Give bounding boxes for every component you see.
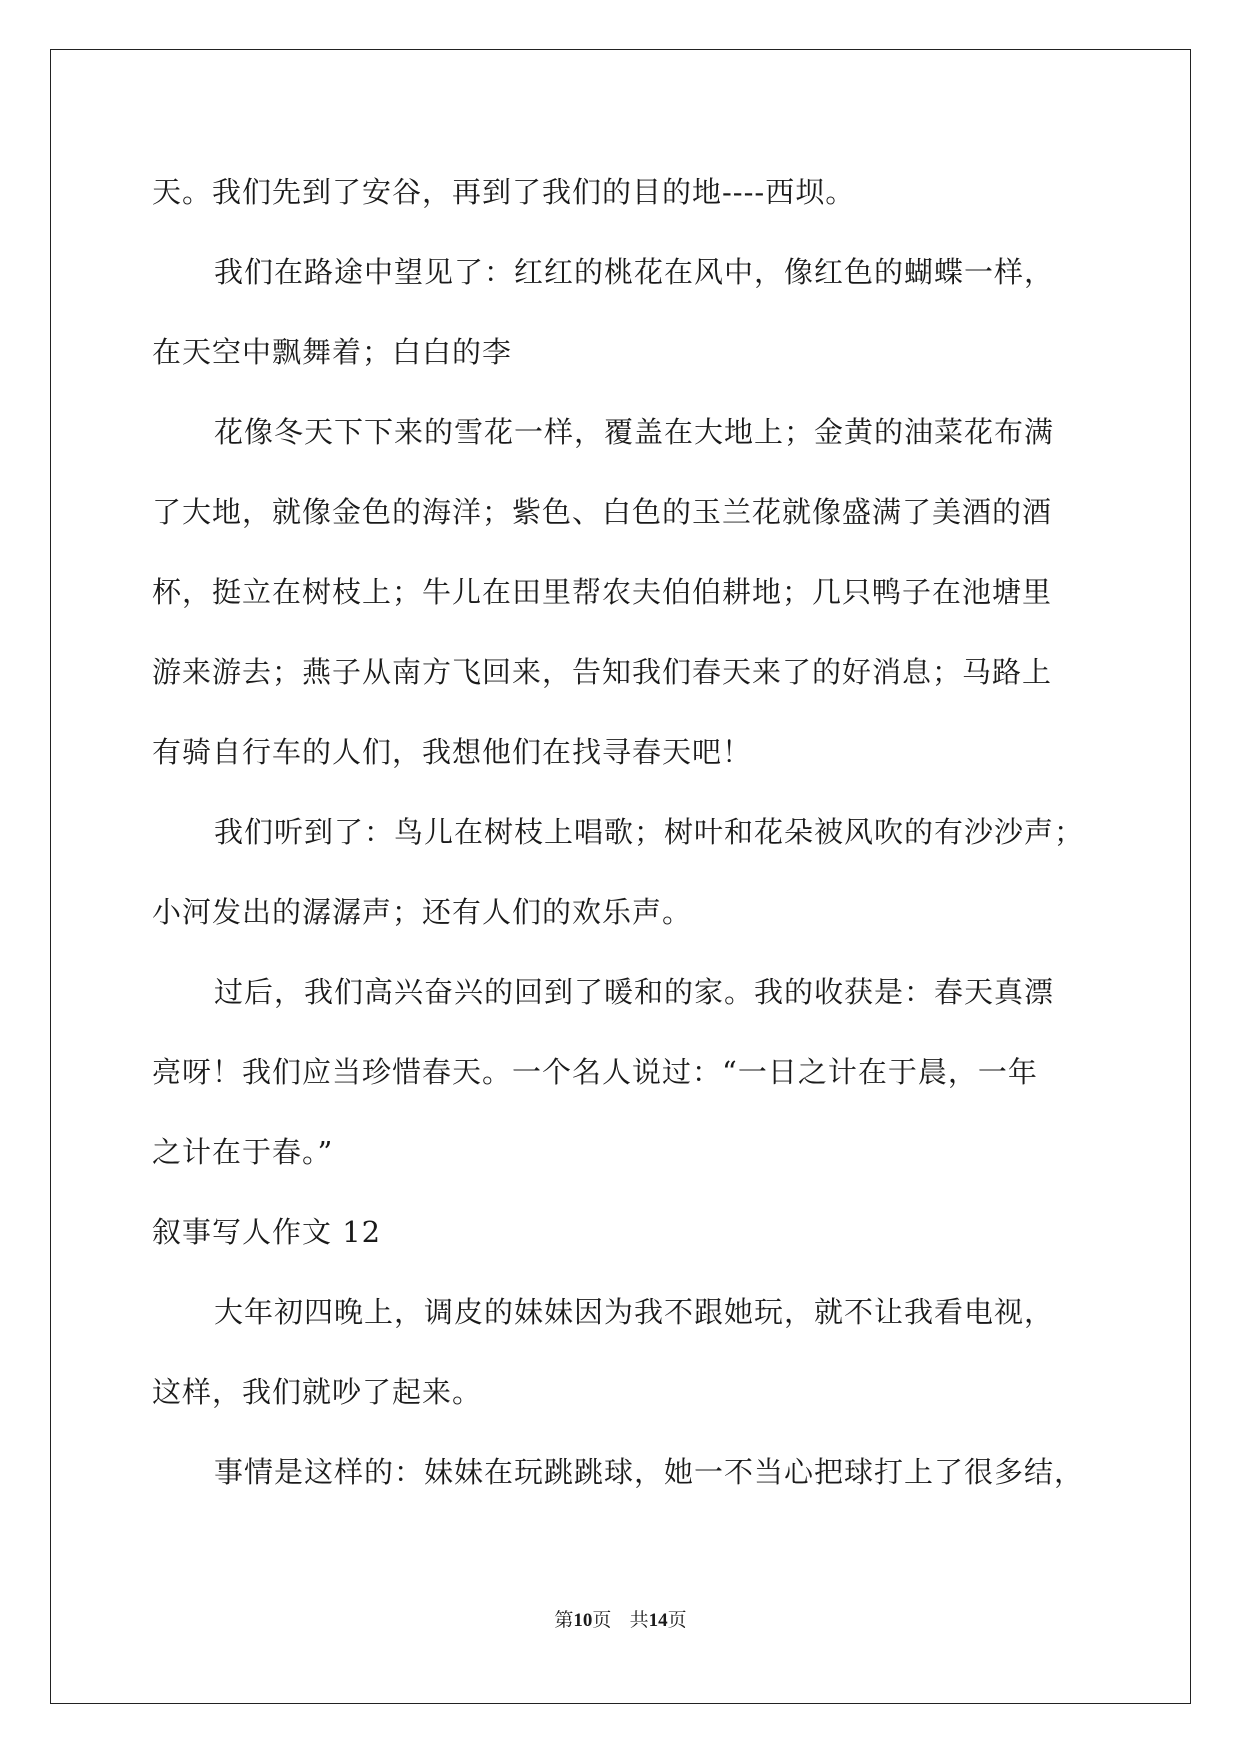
footer-total-suffix: 页 bbox=[667, 1609, 687, 1631]
page-footer bbox=[0, 1606, 1241, 1635]
total-page-number: 14 bbox=[648, 1610, 668, 1631]
footer-total-prefix: 共 bbox=[629, 1609, 649, 1631]
text-line: 在天空中飘舞着；白白的李 bbox=[152, 335, 513, 369]
text-line: 小河发出的潺潺声；还有人们的欢乐声。 bbox=[152, 895, 693, 929]
paragraph-start-line: 过后，我们高兴奋兴的回到了暖和的家。我的收获是：春天真漂 bbox=[214, 975, 1055, 1009]
text-line: 游来游去；燕子从南方飞回来，告知我们春天来了的好消息；马路上 bbox=[152, 655, 1053, 689]
paragraph-start-line: 我们在路途中望见了：红红的桃花在风中，像红色的蝴蝶一样， bbox=[214, 255, 1055, 289]
text-line: 亮呀！我们应当珍惜春天。一个名人说过：“一日之计在于晨，一年 bbox=[152, 1055, 1038, 1089]
text-line: 这样，我们就吵了起来。 bbox=[152, 1375, 483, 1409]
text-line: 有骑自行车的人们，我想他们在找寻春天吧！ bbox=[152, 735, 753, 769]
section-heading: 叙事写人作文 12 bbox=[152, 1215, 382, 1249]
text-line: 之计在于春。” bbox=[152, 1135, 334, 1169]
paragraph-start-line: 我们听到了：鸟儿在树枝上唱歌；树叶和花朵被风吹的有沙沙声； bbox=[214, 815, 1085, 849]
paragraph-start-line: 事情是这样的：妹妹在玩跳跳球，她一不当心把球打上了很多结， bbox=[214, 1455, 1085, 1489]
text-line: 了大地，就像金色的海洋；紫色、白色的玉兰花就像盛满了美酒的酒 bbox=[152, 495, 1053, 529]
footer-page-suffix: 页 bbox=[592, 1609, 612, 1631]
current-page-number: 10 bbox=[573, 1610, 593, 1631]
text-line: 杯，挺立在树枝上；牛儿在田里帮农夫伯伯耕地；几只鸭子在池塘里 bbox=[152, 575, 1053, 609]
paragraph-start-line: 大年初四晚上，调皮的妹妹因为我不跟她玩，就不让我看电视， bbox=[214, 1295, 1055, 1329]
footer-page-prefix: 第 bbox=[554, 1609, 574, 1631]
paragraph-start-line: 花像冬天下下来的雪花一样，覆盖在大地上；金黄的油菜花布满 bbox=[214, 415, 1055, 449]
text-line: 天。我们先到了安谷，再到了我们的目的地----西坝。 bbox=[152, 175, 856, 209]
